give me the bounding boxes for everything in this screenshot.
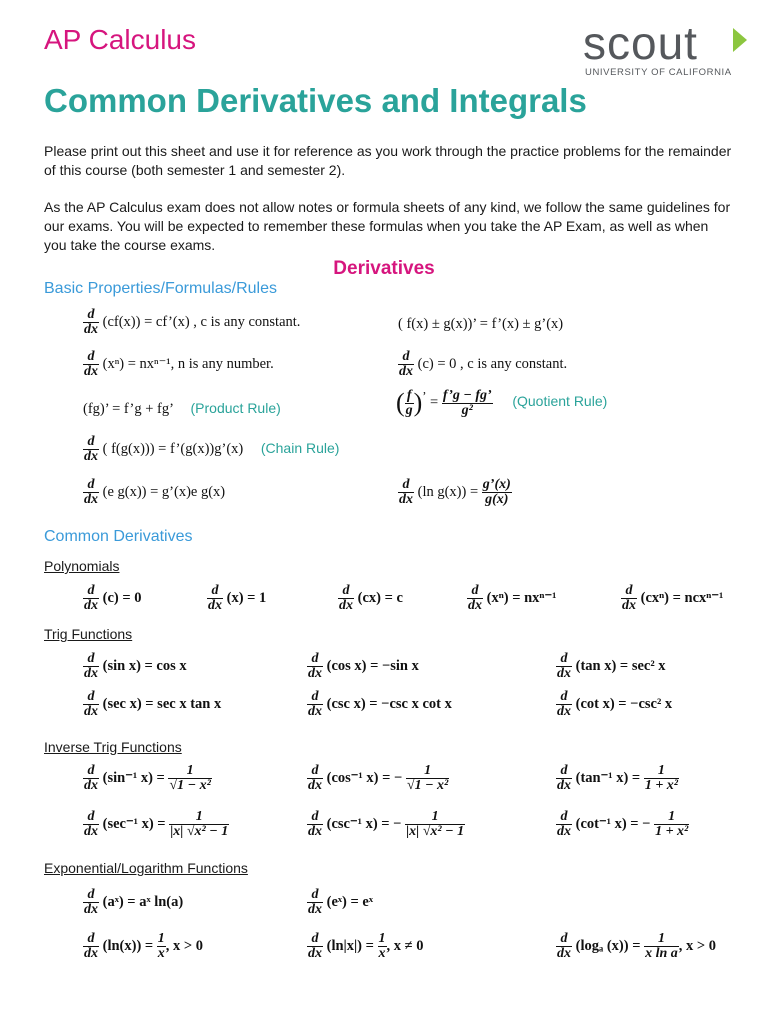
common-derivatives-heading: Common Derivatives <box>44 528 193 545</box>
inverse-trig-item: $\frac{d}{dx}$ (cot⁻¹ x) = − $\frac{1}{\text{1 + x²}}$ <box>557 809 689 839</box>
rule-quotient: ( $\frac{f}{g}$ )’ = $\frac{f’g - fg’}{\text{g²}}$ (Quotient Rule) <box>396 387 608 418</box>
rule-constant: $\frac{d}{dx}$ (c) = 0 , c is any constant. <box>399 349 568 379</box>
logo-play-icon <box>733 28 747 52</box>
exp-log-label: Exponential/Logarithm Functions <box>44 860 248 876</box>
inverse-trig-item: $\frac{d}{dx}$ (tan⁻¹ x) = $\frac{1}{\text{1 + x²}}$ <box>557 763 679 793</box>
scout-logo: scout <box>583 17 698 69</box>
trig-item: $\frac{d}{dx}$ (sin x) = cos x <box>84 651 187 681</box>
rule-exp-composite: $\frac{d}{dx}$ (e g(x)) = g’(x)e g(x) <box>84 477 226 507</box>
rule-chain: $\frac{d}{dx}$ ( f(g(x))) = f’(g(x))g’(x) (Chain Rule) <box>84 434 340 464</box>
inverse-trig-label: Inverse Trig Functions <box>44 739 182 755</box>
trig-label: Trig Functions <box>44 626 133 642</box>
basic-rules-heading: Basic Properties/Formulas/Rules <box>44 280 277 297</box>
course-title: AP Calculus <box>44 24 197 55</box>
trig-item: $\frac{d}{dx}$ (cos x) = −sin x <box>308 651 419 681</box>
rule-constant-multiple: $\frac{d}{dx}$ (cf(x)) = cf’(x) , c is any constant. <box>84 307 301 337</box>
quotient-rule-label: (Quotient Rule) <box>512 393 608 410</box>
log-item: $\frac{d}{dx}$ (ln(x)) = $\frac{1}{x}$ , x > 0 <box>84 931 204 961</box>
inverse-trig-item: $\frac{d}{dx}$ (csc⁻¹ x) = − $\frac{1}{\text{|x| √x² − 1}}$ <box>308 809 465 839</box>
intro-paragraph-2: As the AP Calculus exam does not allow notes or formula sheets of any kind, we follow the same guidelines for our exams. You will be expected to remember these formulas when you take the AP Exam, as well as when you take the course exams. <box>44 199 731 253</box>
log-item: $\frac{d}{dx}$ (logₐ (x)) = $\frac{1}{\text{x ln a}}$ , x > 0 <box>557 931 717 961</box>
chain-rule-label: (Chain Rule) <box>260 439 340 456</box>
trig-item: $\frac{d}{dx}$ (csc x) = −csc x cot x <box>308 689 452 719</box>
trig-item: $\frac{d}{dx}$ (cot x) = −csc² x <box>557 689 673 719</box>
intro-paragraph-1: Please print out this sheet and use it for reference as you work through the practice problems for the remainder of this course (both semester 1 and semester 2). <box>44 143 732 178</box>
poly-item: $\frac{d}{dx}$ (cxⁿ) = ncxⁿ⁻¹ <box>622 583 724 613</box>
product-rule-label: (Product Rule) <box>190 400 281 416</box>
polynomials-label: Polynomials <box>44 558 120 574</box>
log-item: $\frac{d}{dx}$ (ln|x|) = $\frac{1}{x}$ , x ≠ 0 <box>308 931 424 961</box>
poly-item: $\frac{d}{dx}$ (xⁿ) = nxⁿ⁻¹ <box>468 583 557 613</box>
trig-item: $\frac{d}{dx}$ (tan x) = sec² x <box>557 651 666 681</box>
rule-ln-composite: $\frac{d}{dx}$ (ln g(x)) = $\frac{g’(x)}{g(x)}$ <box>399 477 511 507</box>
poly-item: $\frac{d}{dx}$ (c) = 0 <box>84 583 142 613</box>
rule-sum: ( f(x) ± g(x))’ = f’(x) ± g’(x) <box>398 316 564 332</box>
trig-item: $\frac{d}{dx}$ (sec x) = sec x tan x <box>84 689 222 719</box>
inverse-trig-item: $\frac{d}{dx}$ (sec⁻¹ x) = $\frac{1}{\text{|x| √x² − 1}}$ <box>84 809 229 839</box>
exp-item: $\frac{d}{dx}$ (eˣ) = eˣ <box>308 887 373 917</box>
logo-subtitle: UNIVERSITY OF CALIFORNIA <box>585 67 732 78</box>
section-title-derivatives: Derivatives <box>333 258 435 279</box>
rule-product: (fg)’ = f’g + fg’ (Product Rule) <box>83 400 281 417</box>
poly-item: $\frac{d}{dx}$ (cx) = c <box>339 583 403 613</box>
rule-power: $\frac{d}{dx}$ (xⁿ) = nxⁿ⁻¹, n is any number. <box>84 349 274 379</box>
page-title: Common Derivatives and Integrals <box>44 82 587 119</box>
poly-item: $\frac{d}{dx}$ (x) = 1 <box>208 583 267 613</box>
inverse-trig-item: $\frac{d}{dx}$ (cos⁻¹ x) = − $\frac{1}{\text{√1 − x²}}$ <box>308 763 449 793</box>
exp-item: $\frac{d}{dx}$ (aˣ) = aˣ ln(a) <box>84 887 184 917</box>
ddx-fraction: $\frac{d}{dx}$ <box>84 307 98 337</box>
inverse-trig-item: $\frac{d}{dx}$ (sin⁻¹ x) = $\frac{1}{\text{√1 − x²}}$ <box>84 763 211 793</box>
